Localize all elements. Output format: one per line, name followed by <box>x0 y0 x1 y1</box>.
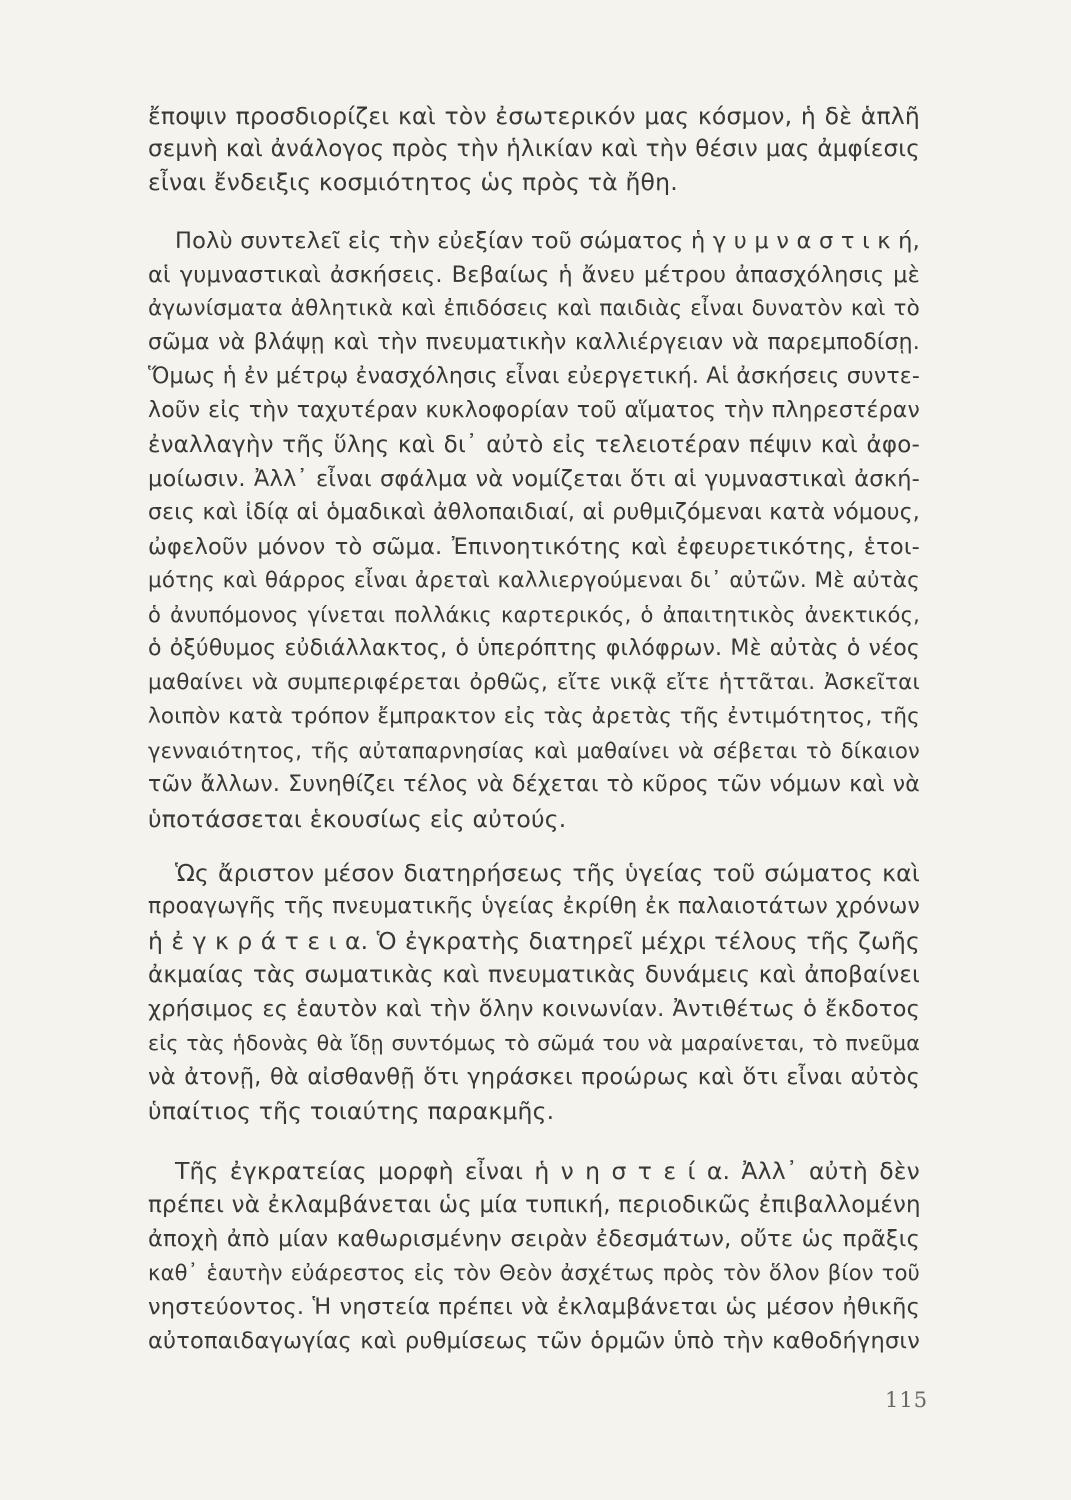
text-line: τῶν ἄλλων. Συνηθίζει τέλος νὰ δέχεται τὸ κῦρος τῶν νόμων καὶ νὰ <box>148 772 920 797</box>
text-line: αὐτοπαιδαγωγίας καὶ ρυθμίσεως τῶν ὁρμῶν ὑπὸ τὴν καθοδήγησιν <box>148 1328 920 1354</box>
text-line: μαθαίνει νὰ συμπεριφέρεται ὀρθῶς, εἴτε νικᾷ εἴτε ἡττᾶται. Ἀσκεῖται <box>148 670 920 695</box>
text-line: ἡ ἐ γ κ ρ ά τ ε ι α. Ὁ ἐγκρατὴς διατηρεῖ μέχρι τέλους τῆς ζωῆς <box>148 927 920 955</box>
text-line: μοίωσιν. Ἀλλ᾽ εἶναι σφάλμα νὰ νομίζεται ὅτι αἱ γυμναστικαὶ ἀσκή- <box>148 466 920 492</box>
text-line: σεις καὶ ἰδίᾳ αἱ ὁμαδικαὶ ἀθλοπαιδιαί, αἱ ρυθμιζόμεναι κατὰ νόμους, <box>148 500 920 525</box>
text-line: λοιπὸν κατὰ τρόπον ἔμπρακτον εἰς τὰς ἀρετὰς τῆς ἐντιμότητος, τῆς <box>148 704 920 729</box>
text-line: σεμνὴ καὶ ἀνάλογος πρὸς τὴν ἡλικίαν καὶ τὴν θέσιν μας ἀμφίεσις <box>148 136 920 162</box>
text-line: προαγωγῆς τῆς πνευματικῆς ὑγείας ἐκρίθη ἐκ παλαιοτάτων χρόνων <box>148 894 920 919</box>
text-line: ἀγωνίσματα ἀθλητικὰ καὶ ἐπιδόσεις καὶ παιδιὰς εἶναι δυνατὸν καὶ τὸ <box>148 296 920 321</box>
text-line: Πολὺ συντελεῖ εἰς τὴν εὐεξίαν τοῦ σώματος ἡ γ υ μ ν α σ τ ι κ ή, <box>175 228 920 254</box>
text-line: λοῦν εἰς τὴν ταχυτέραν κυκλοφορίαν τοῦ αἵματος τὴν πληρεστέραν <box>148 398 920 423</box>
text-line: ἔποψιν προσδιορίζει καὶ τὸν ἐσωτερικόν μας κόσμον, ἡ δὲ ἁπλῆ <box>148 102 920 130</box>
text-line: εἶναι ἔνδειξις κοσμιότητος ὡς πρὸς τὰ ἤθη. <box>148 168 678 196</box>
page-number: 115 <box>885 1388 929 1412</box>
text-line: ἐναλλαγὴν τῆς ὕλης καὶ δι᾽ αὐτὸ εἰς τελειοτέραν πέψιν καὶ ἀφο- <box>148 432 920 458</box>
text-line: ὁ ὀξύθυμος εὐδιάλλακτος, ὁ ὑπερόπτης φιλόφρων. Μὲ αὐτὰς ὁ νέος <box>148 636 920 661</box>
text-line: γενναιότητος, τῆς αὐταπαρνησίας καὶ μαθαίνει νὰ σέβεται τὸ δίκαιον <box>148 739 920 763</box>
text-line: εἰς τὰς ἡδονὰς θὰ ἴδῃ συντόμως τὸ σῶμά του νὰ μαραίνεται, τὸ πνεῦμα <box>148 1031 920 1055</box>
text-line: ἀκμαίας τὰς σωματικὰς καὶ πνευματικὰς δυνάμεις καὶ ἀποβαίνει <box>148 962 920 988</box>
text-line: αἱ γυμναστικαὶ ἀσκήσεις. Βεβαίως ἡ ἄνευ μέτρου ἀπασχόλησις μὲ <box>148 262 920 288</box>
text-line: χρήσιμος ες ἑαυτὸν καὶ τὴν ὅλην κοινωνίαν. Ἀντιθέτως ὁ ἔκδοτος <box>148 996 920 1022</box>
text-line: μότης καὶ θάρρος εἶναι ἀρεταὶ καλλιεργούμεναι δι᾽ αὐτῶν. Μὲ αὐτὰς <box>148 568 920 593</box>
text-line: Ὅμως ἡ ἐν μέτρῳ ἐνασχόλησις εἶναι εὐεργετική. Αἱ ἀσκήσεις συντε- <box>148 364 920 389</box>
text-line: ὑπαίτιος τῆς τοιαύτης παρακμῆς. <box>148 1097 555 1125</box>
text-line: πρέπει νὰ ἐκλαμβάνεται ὡς μία τυπική, περιοδικῶς ἐπιβαλλομένη <box>148 1192 921 1218</box>
text-line: ὠφελοῦν μόνον τὸ σῶμα. Ἐπινοητικότης καὶ ἐφευρετικότης, ἑτοι- <box>148 534 920 560</box>
text-line: νὰ ἀτονῇ, θὰ αἰσθανθῇ ὅτι γηράσκει προώρως καὶ ὅτι εἶναι αὐτὸς <box>148 1064 920 1090</box>
text-line: ὁ ἀνυπόμονος γίνεται πολλάκις καρτερικός, ὁ ἀπαιτητικὸς ἀνεκτικός, <box>148 603 920 627</box>
text-line: νηστεύοντος. Ἡ νηστεία πρέπει νὰ ἐκλαμβάνεται ὡς μέσον ἠθικῆς <box>148 1294 920 1320</box>
text-line: Τῆς ἐγκρατείας μορφὴ εἶναι ἡ ν η σ τ ε ί α. Ἀλλ᾽ αὐτὴ δὲν <box>175 1157 920 1185</box>
text-line: ὑποτάσσεται ἑκουσίως εἰς αὐτούς. <box>148 805 567 833</box>
text-line: ἀποχὴ ἀπὸ μίαν καθωρισμένην σειρὰν ἐδεσμάτων, οὔτε ὡς πρᾶξις <box>148 1226 920 1252</box>
text-line: σῶμα νὰ βλάψῃ καὶ τὴν πνευματικὴν καλλιέργειαν νὰ παρεμποδίσῃ. <box>148 330 920 355</box>
text-line: καθ᾽ ἑαυτὴν εὐάρεστος εἰς τὸν Θεὸν ἀσχέτως πρὸς τὸν ὅλον βίον τοῦ <box>148 1261 920 1285</box>
text-line: Ὡς ἄριστον μέσον διατηρήσεως τῆς ὑγείας τοῦ σώματος καὶ <box>175 859 920 887</box>
